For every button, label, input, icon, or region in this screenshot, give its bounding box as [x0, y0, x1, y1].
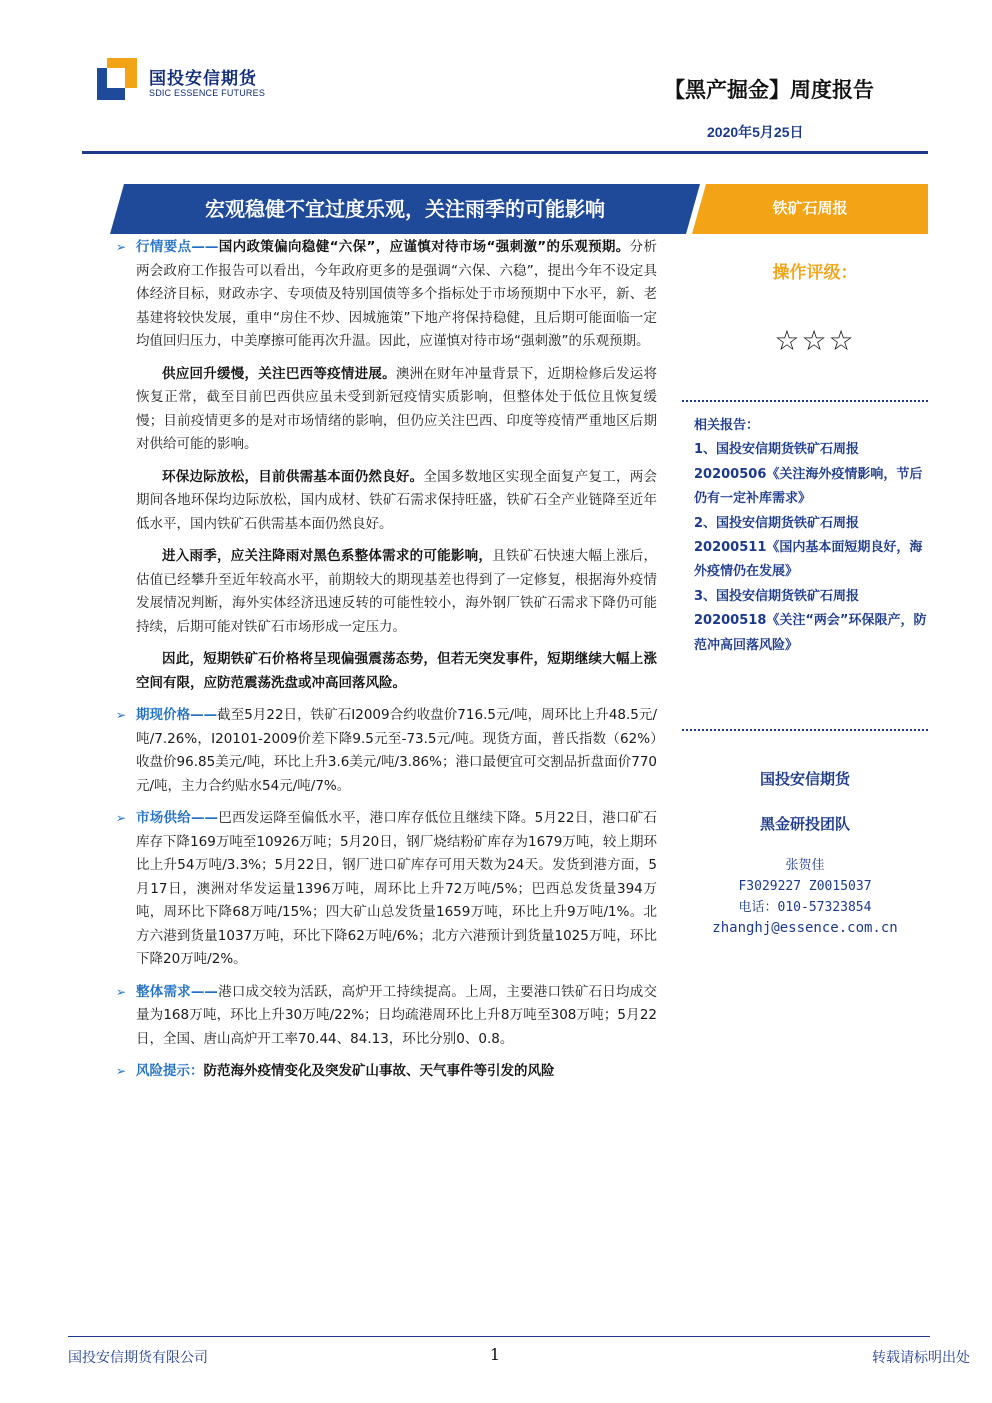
demand-paragraph [112, 981, 657, 1052]
price-heading: 期现价格—— [136, 707, 218, 723]
company-logo [97, 58, 297, 104]
report-date: 2020年5月25日 [707, 124, 804, 140]
chevron-right-icon: ➢ [116, 240, 127, 254]
related-report-item[interactable]: 3、国投安信期货铁矿石周报20200518《关注“两会”环保限产，防范冲高回落风险》 [694, 588, 927, 653]
sidebar-divider [682, 400, 928, 402]
footer-company: 国投安信期货有限公司 [68, 1350, 208, 1366]
summary-body: 分析两会政府工作报告可以看出，今年政府更多的是强调“六保、六稳”，提出今年不设定具体经济目标，财政赤字、专项债及特别国债等多个指标处于市场预期中下水平，新、老基建将较快发展，重申“房住不炒、因城施策”下地产将保持稳健，且后期可能面临一定均值回归压力，中美摩擦可能再次升温。因此，应谨慎对待市场“强刺激”的乐观预期。 [136, 239, 657, 349]
related-reports-title: 相关报告： [694, 418, 760, 433]
logo-english-name: SDIC ESSENCE FUTURES [149, 88, 266, 98]
analyst-contact [682, 855, 928, 939]
analyst-license: F3029227 Z0015037 [738, 879, 872, 894]
environment-paragraph [112, 466, 657, 537]
header-divider [82, 151, 928, 154]
sidebar-divider [682, 729, 928, 731]
analyst-phone: 电话：010-57323854 [738, 900, 872, 915]
demand-heading: 整体需求—— [136, 983, 218, 1000]
price-body: 截至5月22日，铁矿石I2009合约收盘价716.5元/吨，周环比上升48.5元/吨/7.26%，I20101-2009价差下降9.5元至-73.5元/吨。现货方面，普氏指数（62%）收盘价96.85美元/吨，环比上升3.6美元/吨/3.86%；港口最便宜可交割品折盘面价770元/吨，主力合约贴水54元/吨/7%。 [136, 707, 657, 794]
rain-season-paragraph [112, 545, 657, 639]
report-headline: 宏观稳健不宜过度乐观，关注雨季的可能影响 [205, 197, 605, 221]
market-supply-heading: 市场供给—— [136, 810, 219, 826]
market-supply-body: 巴西发运降至偏低水平，港口库存低位且继续下降。5月22日，港口矿石库存下降169万吨至10926万吨；5月20日，钢厂烧结粉矿库存为1679万吨，较上期环比上升54万吨/3.3%；5月22日，钢厂进口矿库存可用天数为24天。发货到港方面，5月17日，澳洲对华发运量1396万吨，周环比上升72万吨/5%；巴西总发货量394万吨，周环比下降68万吨/15%；四大矿山总发货量1659万吨，环比上升9万吨/1%。北方六港到货量1037万吨，环比下降62万吨/6%；北方六港预计到货量1025万吨，环比下降20万吨/2%。 [136, 810, 657, 967]
chevron-right-icon: ➢ [116, 811, 127, 825]
price-paragraph [112, 704, 657, 798]
footer-notice: 转载请标明出处 [872, 1350, 970, 1366]
sidebar-company-name: 国投安信期货 [759, 770, 850, 788]
page-number: 1 [489, 1345, 501, 1364]
supply-paragraph [112, 363, 657, 457]
market-supply-paragraph [112, 807, 657, 972]
risk-paragraph [112, 1060, 657, 1084]
summary-paragraph [112, 236, 657, 354]
chevron-right-icon: ➢ [116, 984, 127, 999]
chevron-right-icon: ➢ [116, 708, 127, 722]
main-content [112, 236, 657, 1093]
demand-body: 港口成交较为活跃，高炉开工持续提高。上周，主要港口铁矿石日均成交量为168万吨，环比上升30万吨/22%；日均疏港周环比上升8万吨至308万吨；5月22日，全国、唐山高炉开工率70.44、84.13，环比分别0、0.8。 [136, 983, 658, 1047]
rain-season-lead: 进入雨季，应关注降雨对黑色系整体需求的可能影响， [162, 548, 493, 564]
research-team-name: 黑金研投团队 [759, 815, 850, 833]
supply-lead: 供应回升缓慢，关注巴西等疫情进展。 [162, 365, 396, 382]
analyst-email-link[interactable]: zhanghj@essence.com.cn [712, 920, 898, 936]
related-report-item[interactable]: 2、国投安信期货铁矿石周报20200511《国内基本面短期良好，海外疫情仍在发展》 [694, 515, 923, 580]
report-category-tag: 铁矿石周报 [772, 199, 848, 217]
summary-lead: 国内政策偏向稳健“六保”，应谨慎对待市场“强刺激”的乐观预期。 [218, 239, 630, 255]
summary-heading: 行情要点—— [136, 239, 219, 255]
logo-mark-icon [97, 58, 137, 100]
supply-body: 澳洲在财年冲量背景下，近期检修后发运将恢复正常，截至目前巴西供应虽未受到新冠疫情实质影响，但整体处于低位且恢复缓慢；目前疫情更多的是对市场情绪的影响，但仍应关注巴西、印度等疫情严重地区后期对供给可能的影响。 [136, 365, 658, 452]
rating-label: 操作评级： [772, 263, 858, 283]
environment-body: 全国多数地区实现全面复产复工，两会期间各地环保均边际放松，国内成材、铁矿石需求保持旺盛，铁矿石全产业链降至近年低水平，国内铁矿石供需基本面仍然良好。 [136, 468, 658, 532]
logo-chinese-name: 国投安信期货 [149, 69, 257, 89]
rain-season-body: 且铁矿石快速大幅上涨后，估值已经攀升至近年较高水平，前期较大的期现基差也得到了一定修复，根据海外疫情发展情况判断，海外实体经济迅速反转的可能性较小，海外钢厂铁矿石需求下降仍可能持续，后期可能对铁矿石市场形成一定压力。 [136, 548, 658, 635]
risk-body: 防范海外疫情变化及突发矿山事故、天气事件等引发的风险 [203, 1063, 555, 1079]
footer-divider [68, 1336, 930, 1337]
related-reports [694, 414, 928, 658]
related-report-item[interactable]: 1、国投安信期货铁矿石周报20200506《关注海外疫情影响，节后仍有一定补库需求》 [694, 442, 923, 507]
conclusion-paragraph: 因此，短期铁矿石价格将呈现偏强震荡态势，但若无突发事件，短期继续大幅上涨空间有限，应防范震荡洗盘或冲高回落风险。 [136, 651, 657, 691]
rating-stars-icon: ☆☆☆ [774, 324, 856, 357]
analyst-name: 张贺佳 [785, 858, 825, 873]
report-type-title: 【黑产掘金】周度报告 [664, 78, 874, 102]
risk-heading: 风险提示： [136, 1063, 204, 1079]
chevron-right-icon: ➢ [116, 1064, 127, 1078]
environment-lead: 环保边际放松，目前供需基本面仍然良好。 [162, 468, 424, 485]
